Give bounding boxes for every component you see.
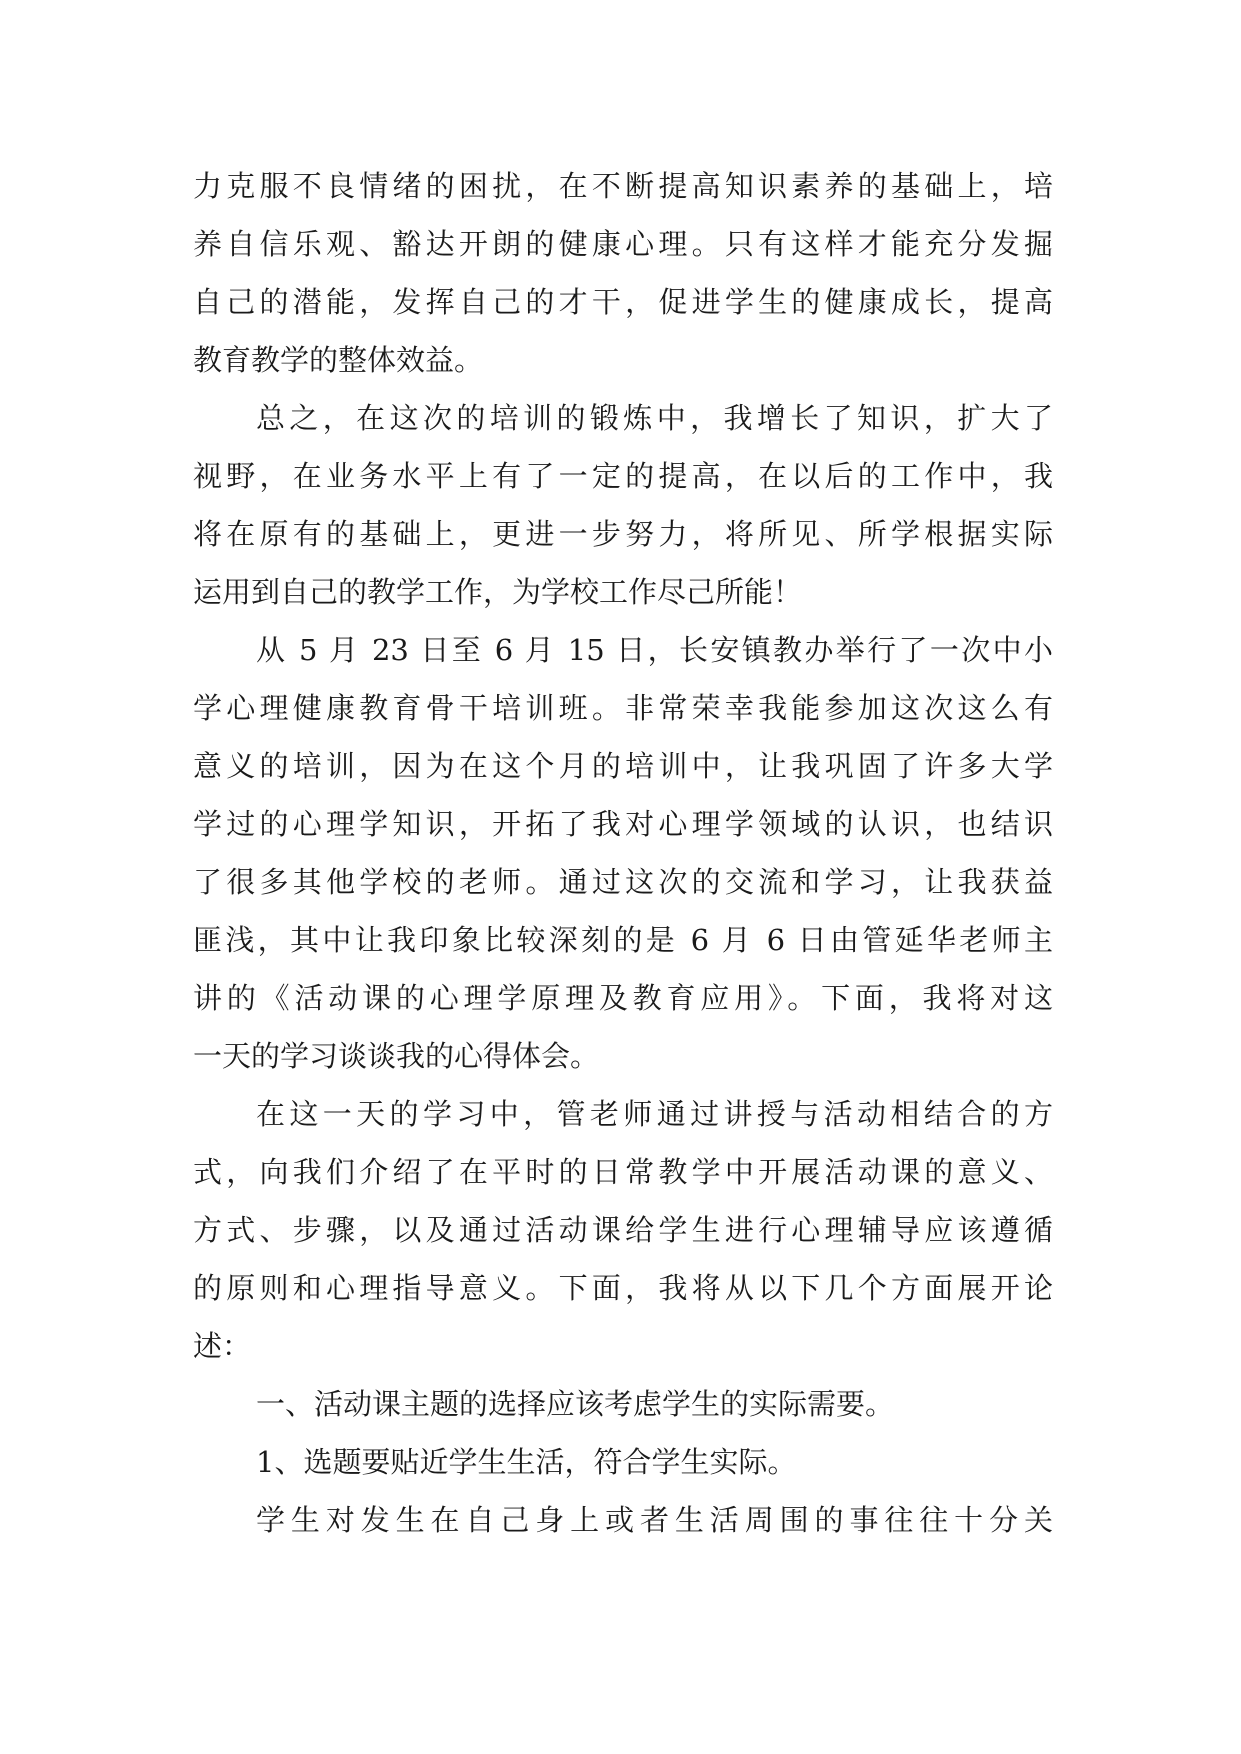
text-line: 述： xyxy=(193,1329,252,1363)
text-line: 力克服不良情绪的困扰，在不断提高知识素养的基础上，培 xyxy=(193,169,1053,203)
text-line: 自己的潜能，发挥自己的才干，促进学生的健康成长，提高 xyxy=(193,285,1053,319)
text-line: 的原则和心理指导意义。下面，我将从以下几个方面展开论 xyxy=(193,1271,1053,1305)
text-line: 匪浅，其中让我印象比较深刻的是 6 月 6 日由管延华老师主 xyxy=(193,923,1053,957)
text-line: 学生对发生在自己身上或者生活周围的事往往十分关 xyxy=(256,1503,1053,1537)
text-line: 在这一天的学习中，管老师通过讲授与活动相结合的方 xyxy=(256,1097,1053,1131)
text-line: 视野，在业务水平上有了一定的提高，在以后的工作中，我 xyxy=(193,459,1053,493)
text-line: 一、活动课主题的选择应该考虑学生的实际需要。 xyxy=(256,1387,895,1421)
text-line: 方式、步骤，以及通过活动课给学生进行心理辅导应该遵循 xyxy=(193,1213,1053,1247)
text-line: 一天的学习谈谈我的心得体会。 xyxy=(193,1039,600,1073)
text-line: 1、选题要贴近学生生活，符合学生实际。 xyxy=(256,1445,797,1479)
text-line: 讲的《活动课的心理学原理及教育应用》。下面，我将对这 xyxy=(193,981,1053,1015)
text-line: 将在原有的基础上，更进一步努力，将所见、所学根据实际 xyxy=(193,517,1053,551)
text-line: 式，向我们介绍了在平时的日常教学中开展活动课的意义、 xyxy=(193,1155,1053,1189)
text-line: 意义的培训，因为在这个月的培训中，让我巩固了许多大学 xyxy=(193,749,1053,783)
text-line: 教育教学的整体效益。 xyxy=(193,343,484,377)
text-line: 从 5 月 23 日至 6 月 15 日，长安镇教办举行了一次中小 xyxy=(256,633,1053,667)
text-line: 了很多其他学校的老师。通过这次的交流和学习，让我获益 xyxy=(193,865,1053,899)
text-line: 总之，在这次的培训的锻炼中，我增长了知识，扩大了 xyxy=(256,401,1053,435)
text-line: 运用到自己的教学工作，为学校工作尽己所能！ xyxy=(193,575,803,609)
text-line: 学心理健康教育骨干培训班。非常荣幸我能参加这次这么有 xyxy=(193,691,1053,725)
text-line: 养自信乐观、豁达开朗的健康心理。只有这样才能充分发掘 xyxy=(193,227,1053,261)
document-body xyxy=(193,157,1053,1549)
text-line: 学过的心理学知识，开拓了我对心理学领域的认识，也结识 xyxy=(193,807,1053,841)
